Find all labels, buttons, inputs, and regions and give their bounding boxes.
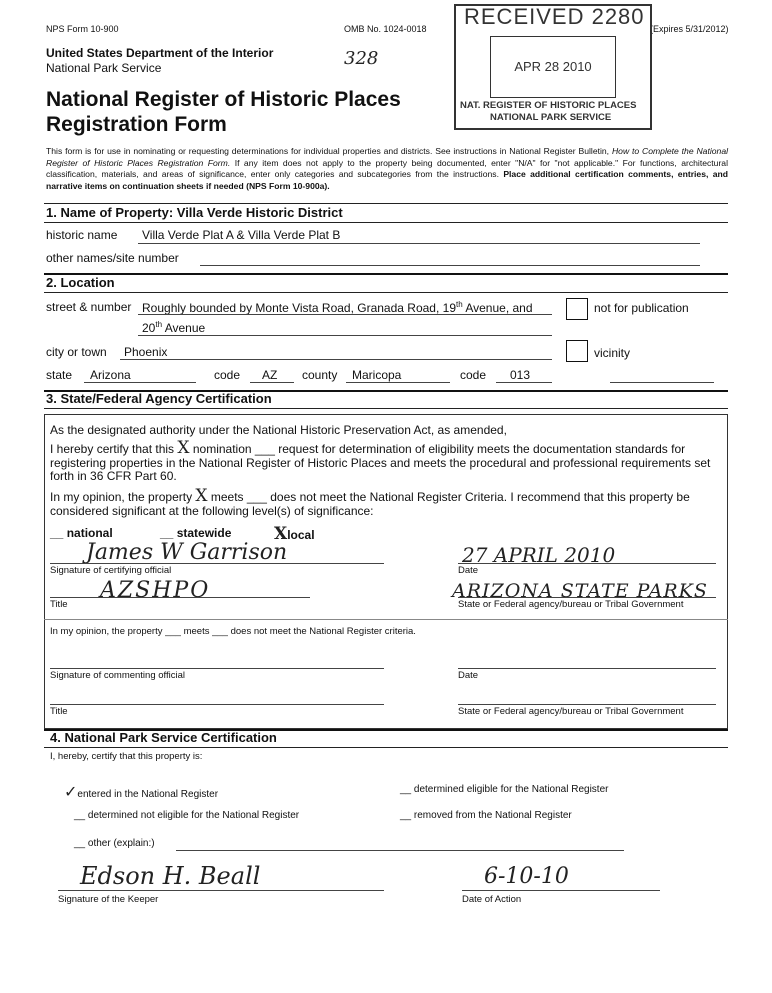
action-date-label: Date of Action: [462, 894, 522, 905]
option-entered: ✓entered in the National Register: [64, 782, 219, 801]
received-date: APR 28 2010: [514, 59, 592, 74]
certifying-agency: ARIZONA STATE PARKS: [452, 580, 708, 602]
state-value: Arizona: [90, 368, 131, 382]
section-3-heading: 3. State/Federal Agency Certification: [46, 391, 272, 406]
department: United States Department of the Interior: [46, 46, 274, 60]
state-code-label: code: [214, 368, 241, 382]
page-title: National Register of Historic Places Registration Form: [46, 88, 401, 136]
option-removed: __ removed from the National Register: [400, 810, 572, 821]
omb-number: OMB No. 1024-0018: [344, 24, 427, 34]
level-local: Xlocal: [274, 524, 315, 544]
intro-paragraph: This form is for use in nominating or requesting determinations for individual properties and districts. See instructions in National Register Bulletin, How to Complete the National Register of Historic Places Registration Form. If any item does not apply to the property being documented, enter "N/A" for "not applicable." For functions, architectural classification, materials, and areas of significance, enter only categories and subcategories from the instructions. Place additional certification comments, entries, and narrative items on continuation sheets if needed (NPS Form 10-900a).: [46, 146, 729, 191]
street-label: street & number: [46, 300, 132, 314]
county-code-value: 013: [510, 368, 531, 382]
signature-label: Signature of certifying official: [50, 565, 172, 576]
local-mark: X: [274, 524, 288, 544]
date-label: Date: [458, 565, 479, 576]
county-code-label: code: [460, 368, 487, 382]
nomination-mark: X: [177, 438, 190, 458]
street-value-line-2: 20th Avenue: [142, 320, 206, 335]
option-not-eligible: __ determined not eligible for the National Register: [74, 810, 300, 821]
city-value: Phoenix: [124, 345, 168, 359]
commenting-opinion: In my opinion, the property ___ meets ___ does not meet the National Register criteria.: [50, 626, 416, 637]
action-date: 6-10-10: [484, 864, 569, 889]
form-number: NPS Form 10-900: [46, 24, 119, 34]
level-statewide: __ statewide: [160, 526, 232, 540]
state-code-value: AZ: [262, 368, 278, 382]
received-text: RECEIVED 2280: [464, 4, 645, 29]
certifying-title: AZSHPO: [100, 578, 211, 603]
section-1-heading: 1. Name of Property: Villa Verde Historic District: [46, 205, 343, 220]
stamp-line-1: NAT. REGISTER OF HISTORIC PLACES: [460, 100, 637, 111]
certify-paragraph: I hereby certify that this X nomination ___ request for determination of eligibility meets the documentation standards for registering properties in the National Register of Historic Places and meets the procedural and professional requirements set forth in 36 CFR Part 60.: [50, 438, 711, 483]
stamp-line-2: NATIONAL PARK SERVICE: [490, 112, 612, 123]
historic-name-value: Villa Verde Plat A & Villa Verde Plat B: [142, 228, 341, 242]
opinion-paragraph: In my opinion, the property X meets ___ does not meet the National Register Criteria. I recommend that this property be considered significant at the following level(s) of significance:: [50, 486, 690, 518]
not-for-publication-checkbox[interactable]: [566, 298, 588, 320]
level-national: __ national: [50, 526, 113, 540]
expiration-date: (Expires 5/31/2012): [650, 24, 729, 34]
historic-name-label: historic name: [46, 228, 118, 242]
certification-date: 27 APRIL 2010: [462, 543, 616, 567]
certifying-signature: James W Garrison: [86, 540, 288, 565]
option-determined-eligible: __ determined eligible for the National Register: [400, 784, 609, 795]
county-value: Maricopa: [352, 368, 402, 382]
section-2-heading: 2. Location: [46, 275, 115, 290]
agency: National Park Service: [46, 61, 162, 75]
option-other: __ other (explain:): [74, 838, 155, 849]
city-label: city or town: [46, 345, 107, 359]
title-label: Title: [50, 599, 68, 610]
entered-check-mark: ✓: [64, 782, 78, 801]
section-4-heading: 4. National Park Service Certification: [50, 730, 277, 745]
keeper-signature: Edson H. Beall: [80, 862, 261, 890]
received-stamp: [454, 4, 652, 130]
meets-mark: X: [195, 486, 208, 506]
state-label: state: [46, 368, 73, 382]
vicinity-checkbox[interactable]: [566, 340, 588, 362]
nps-certify-text: I, hereby, certify that this property is:: [50, 751, 203, 762]
commenting-signature-label: Signature of commenting official: [50, 670, 186, 681]
not-for-publication-label: not for publication: [594, 301, 689, 315]
authority-text: As the designated authority under the National Historic Preservation Act, as amended,: [50, 423, 507, 437]
commenting-date-label: Date: [458, 670, 479, 681]
vicinity-label: vicinity: [594, 346, 631, 360]
keeper-signature-label: Signature of the Keeper: [58, 894, 159, 905]
commenting-title-label: Title: [50, 706, 68, 717]
agency-label: State or Federal agency/bureau or Tribal Government: [458, 599, 684, 610]
county-label: county: [302, 368, 338, 382]
street-value-line-1: Roughly bounded by Monte Vista Road, Granada Road, 19th Avenue, and: [142, 300, 533, 315]
other-names-label: other names/site number: [46, 251, 179, 265]
handwritten-number: 328: [344, 48, 379, 69]
commenting-agency-label: State or Federal agency/bureau or Tribal Government: [458, 706, 684, 717]
